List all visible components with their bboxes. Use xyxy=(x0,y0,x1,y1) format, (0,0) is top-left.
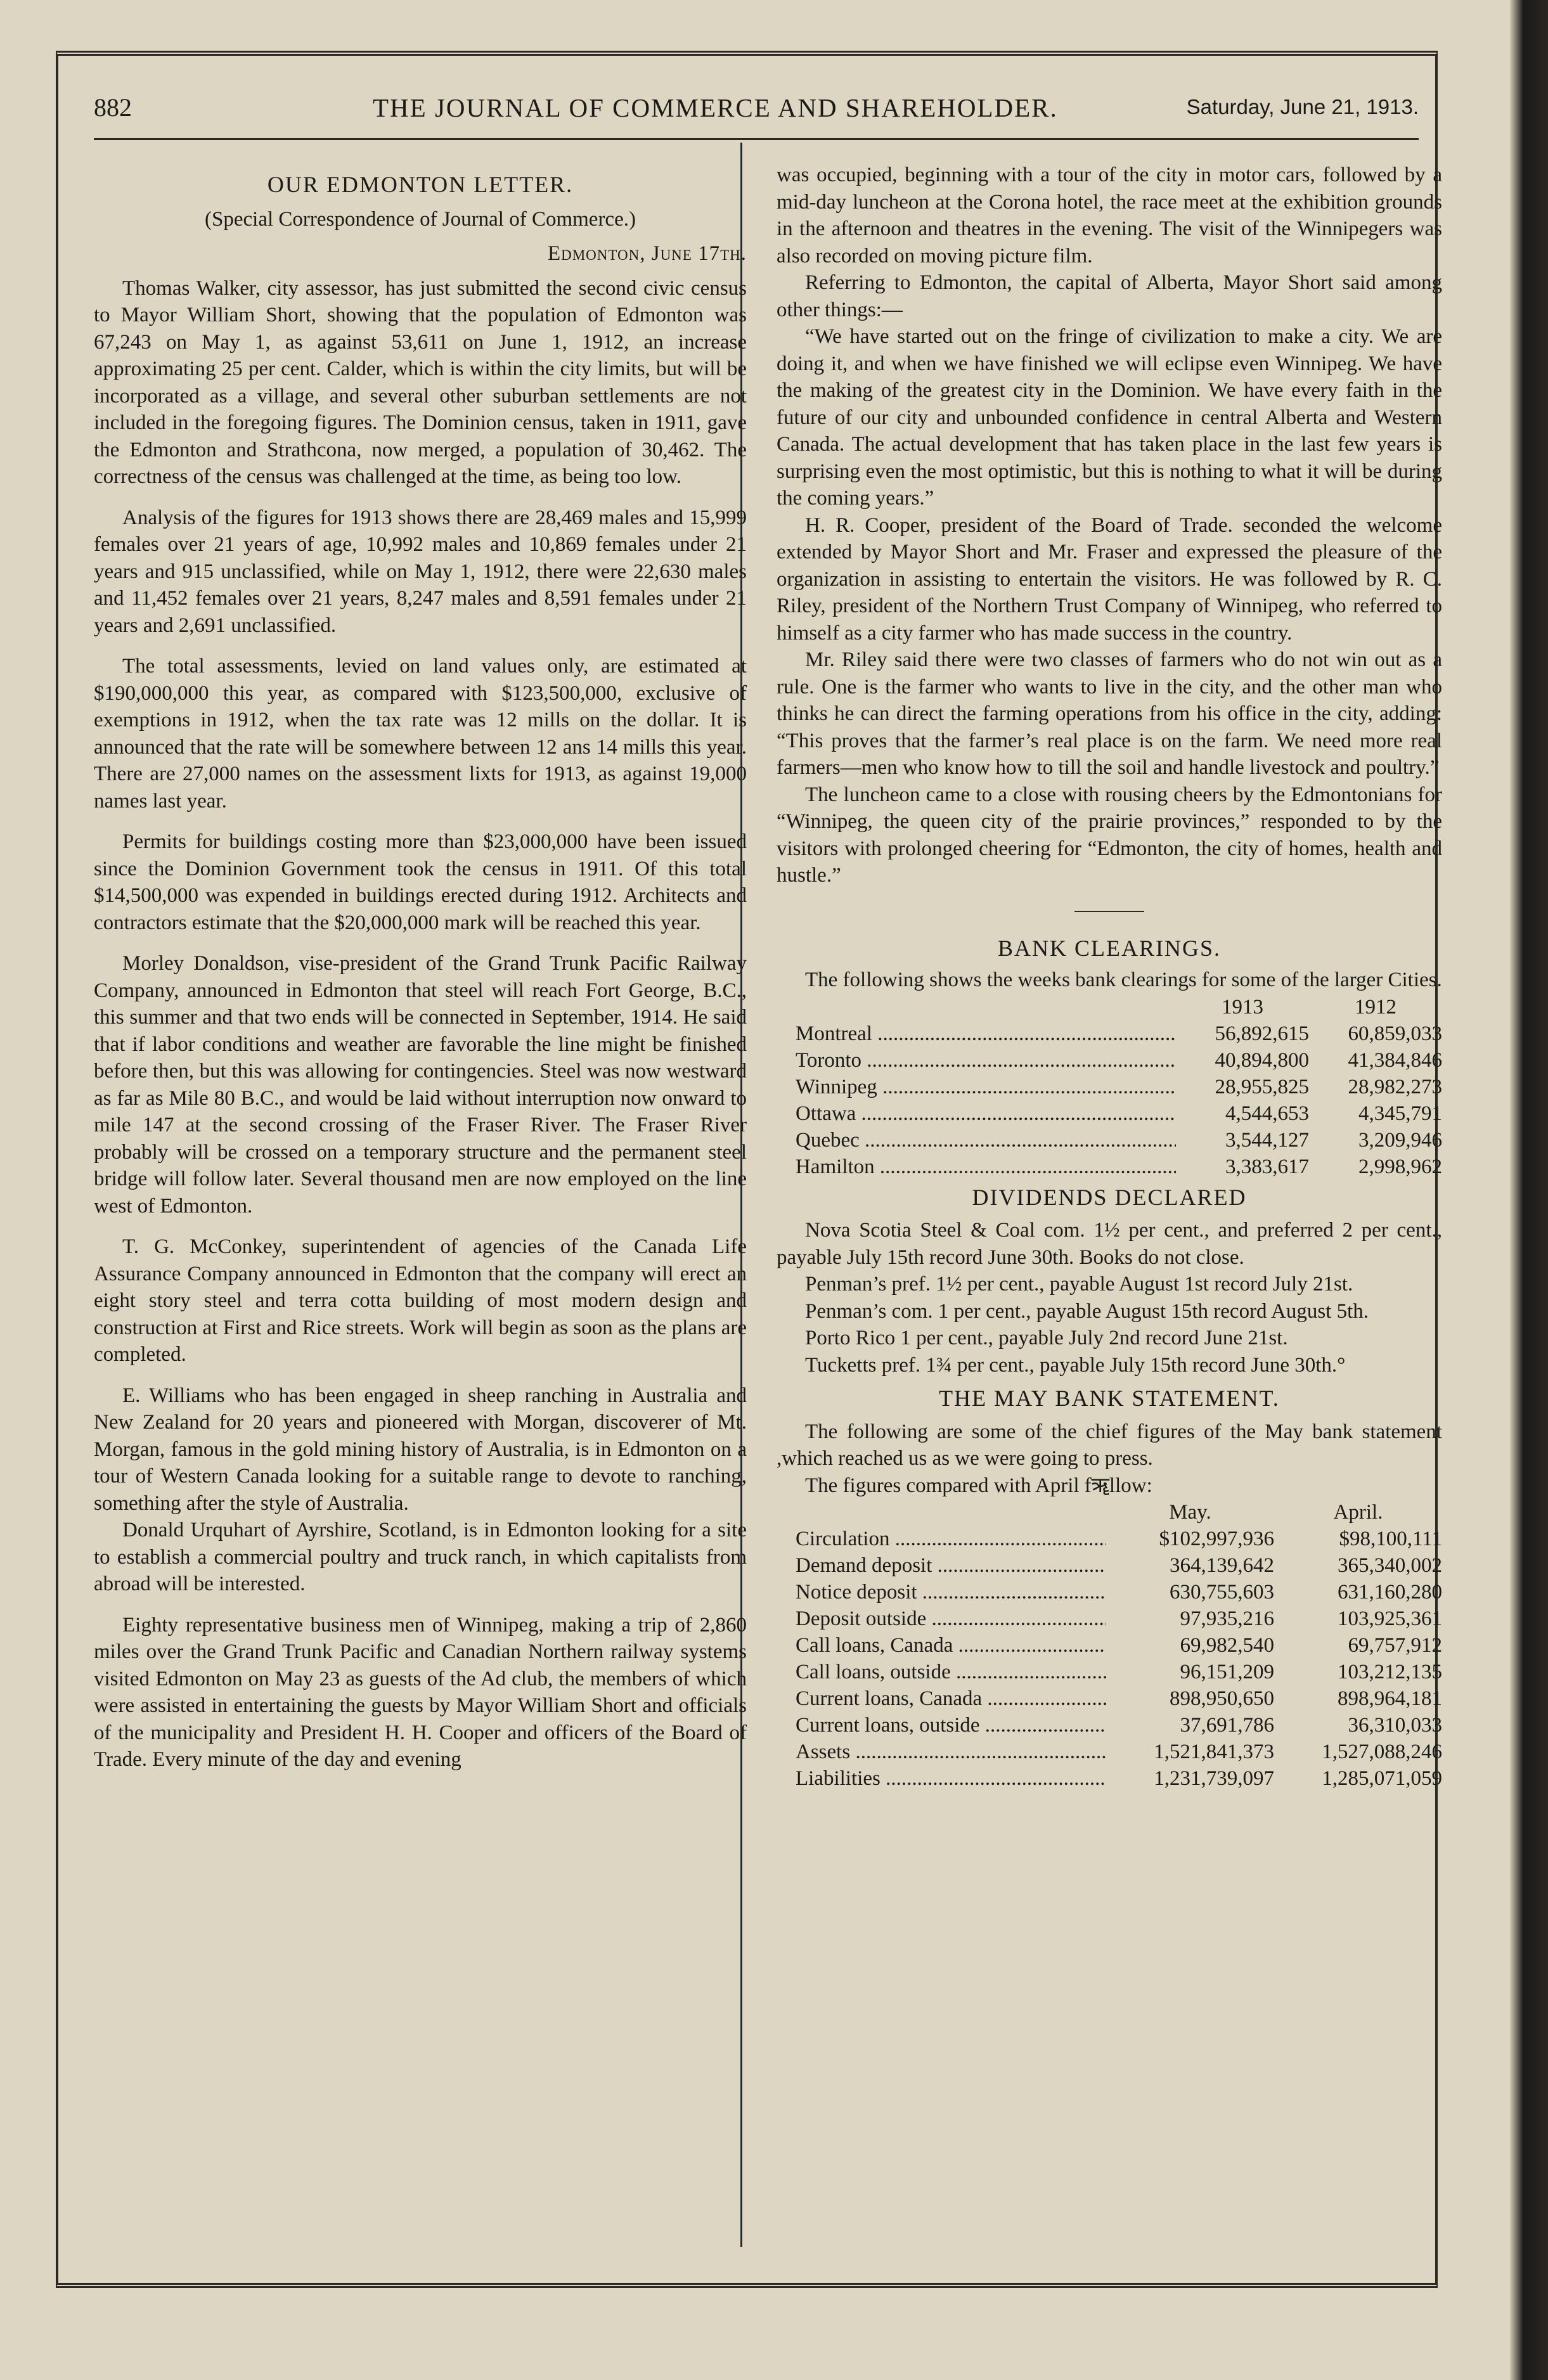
table-row xyxy=(796,1765,1442,1792)
april-value: 69,757,912 xyxy=(1348,1634,1442,1657)
left-column xyxy=(94,171,747,1773)
letter-paragraph: Analysis of the figures for 1913 shows there are 28,469 males and 15,999 females over 21 years of age, 10,992 males and 10,869 females under 21 years and 915 unclassified, while on May 1, 1912, there were 22,630 males and 11,452 females over 21 years, 8,247 males and 8,591 females under 21 years and 2,691 unclassified. xyxy=(94,506,747,637)
table-row xyxy=(796,1100,1442,1127)
item-name: Deposit outside ..... xyxy=(796,1605,1106,1632)
column-header: May. xyxy=(1169,1501,1211,1524)
table-row xyxy=(796,1154,1442,1180)
april-value: 898,964,181 xyxy=(1338,1687,1442,1710)
bank-clearings-intro: The following shows the weeks bank clearings for some of the larger Cities. xyxy=(805,968,1442,991)
letter-title: OUR EDMONTON LETTER. xyxy=(267,172,574,197)
issue-date: Saturday, June 21, 1913. xyxy=(1186,95,1419,119)
letter-continued-paragraph: The luncheon came to a close with rousing cheers by the Edmontonians for “Winnipeg, the queen city of the prairie provinces,” responded to by the visitors with prolonged cheering for “Edmonton, the city of homes, health and hustle.” xyxy=(777,783,1442,887)
may-statement-title: THE MAY BANK STATEMENT. xyxy=(939,1386,1280,1411)
item-name: Current loans, outside ..... xyxy=(796,1712,1106,1739)
letter-continued-paragraph: Referring to Edmonton, the capital of Alberta, Mayor Short said among other things:— xyxy=(777,271,1442,321)
letter-paragraph: Permits for buildings costing more than $23,000,000 have been issued since the Dominion Government took the census in 1911. Of this total $14,500,000 was expended in buildings erected during 1912. Architects and contractors estimate that the $20,000,000 mark will be reached this year. xyxy=(94,830,747,934)
table-row xyxy=(796,1605,1442,1632)
bank-clearings-title: BANK CLEARINGS. xyxy=(997,935,1221,961)
letter-quote: “We have started out on the fringe of civilization to make a city. We are doing it, and when we have finished we will eclipse even Winnipeg. We have the making of the greatest city in the Dominion. We have every faith in the future of our city and unbounded confidence in central Alberta and Western Canada. The actual development that has taken place in the last few years is surprising even the most optimistic, but this is nothing to what it will be during the coming years.” xyxy=(777,325,1442,510)
item-name: Demand deposit ..... xyxy=(796,1552,1106,1579)
april-value: 103,925,361 xyxy=(1338,1607,1442,1630)
item-name: Call loans, outside ..... xyxy=(796,1659,1106,1685)
page-edge-shadow xyxy=(1510,0,1548,2380)
item-name: Assets ..... xyxy=(796,1739,1106,1765)
april-value: 1,285,071,059 xyxy=(1322,1767,1442,1790)
may-value: 37,691,786 xyxy=(1180,1714,1274,1737)
may-value: 1,521,841,373 xyxy=(1154,1740,1274,1763)
may-statement-table xyxy=(796,1499,1442,1792)
page-number: 882 xyxy=(94,93,132,122)
letter-paragraph: Eighty representative business men of Winnipeg, making a trip of 2,860 miles over the Grand Trunk Pacific and Canadian Northern railway systems visited Edmonton on May 23 as guests of the Ad club, the members of which were assisted in entertaining the guests by Mayor William Short and officials of the municipality and President H. H. Cooper and officers of the Board of Trade. Every minute of the day and evening xyxy=(94,1613,747,1771)
letter-continued-paragraph: was occupied, beginning with a tour of the city in motor cars, followed by a mid-day luncheon at the Corona hotel, the race meet at the exhibition grounds in the afternoon and theatres in the evening. The visit of the Winnipegers was also recorded on moving picture film. xyxy=(777,164,1442,267)
city-name: Ottawa ..... xyxy=(796,1100,1176,1127)
table-row xyxy=(796,1047,1442,1074)
value-1912: 60,859,033 xyxy=(1348,1022,1442,1045)
item-name: Liabilities ..... xyxy=(796,1765,1106,1792)
table-header-row xyxy=(796,1499,1442,1526)
value-1912: 28,982,273 xyxy=(1348,1075,1442,1098)
value-1912: 41,384,846 xyxy=(1348,1048,1442,1072)
table-row xyxy=(796,1526,1442,1552)
table-row xyxy=(796,1739,1442,1765)
may-value: 97,935,216 xyxy=(1180,1607,1274,1630)
item-name: Current loans, Canada ..... xyxy=(796,1685,1106,1712)
value-1913: 3,544,127 xyxy=(1225,1128,1309,1152)
may-value: 364,139,642 xyxy=(1170,1554,1274,1577)
table-row xyxy=(796,1020,1442,1047)
april-value: 1,527,088,246 xyxy=(1322,1740,1442,1763)
letter-continued-paragraph: Mr. Riley said there were two classes of farmers who do not win out as a rule. One is the farmer who wants to live in the city, and the other man who thinks he can direct the farming operations from his office in the city, adding: “This proves that the farmer’s real place is on the farm. We need more real farmers—men who know how to till the soil and handle livestock and poultry.” xyxy=(777,648,1442,779)
table-row xyxy=(796,1659,1442,1685)
city-name: Toronto ..... xyxy=(796,1047,1176,1074)
city-name: Montreal ..... xyxy=(796,1020,1176,1047)
may-value: 630,755,603 xyxy=(1170,1581,1274,1604)
page-header xyxy=(94,81,1419,140)
value-1912: 3,209,946 xyxy=(1358,1128,1442,1152)
table-row xyxy=(796,1712,1442,1739)
city-name: Winnipeg ..... xyxy=(796,1074,1176,1100)
table-row xyxy=(796,1127,1442,1154)
section-rule xyxy=(1074,911,1144,912)
table-header-row xyxy=(796,994,1442,1020)
april-value: 631,160,280 xyxy=(1338,1581,1442,1604)
dividend-item: Penman’s pref. 1½ per cent., payable August 1st record July 21st. xyxy=(805,1273,1353,1296)
right-column xyxy=(777,162,1442,1792)
value-1913: 4,544,653 xyxy=(1225,1102,1309,1125)
may-statement-compare-line: The figures compared with April fॠllow: xyxy=(805,1474,1152,1497)
table-row xyxy=(796,1632,1442,1659)
may-value: 69,982,540 xyxy=(1180,1634,1274,1657)
dividend-item: Porto Rico 1 per cent., payable July 2nd record June 21st. xyxy=(805,1327,1288,1349)
letter-paragraph: Morley Donaldson, vise-president of the Grand Trunk Pacific Railway Company, announced in Edmonton that steel will reach Fort George, B.C., this summer and that two ends will be connected in September, 1914. He said that if labor conditions and weather are favorable the line might be finished before then, but this was allowing for contingencies. Steel was now westward as far as Mile 80 B.C., and would be laid without interruption now onward to mile 147 at the second crossing of the Fraser River. The Fraser River probably will be crossed on a temporary structure and the permanent steel bridge will follow later. Several thousand men are now employed on the line west of Edmonton. xyxy=(94,952,747,1218)
letter-paragraph: Donald Urquhart of Ayrshire, Scotland, is in Edmonton looking for a site to establish a commercial poultry and truck ranch, in which capitalists from abroad will be interested. xyxy=(94,1519,747,1595)
item-name: Call loans, Canada ..... xyxy=(796,1632,1106,1659)
letter-paragraph: T. G. McConkey, superintendent of agencies of the Canada Life Assurance Company announced in Edmonton that the company will erect an eight story steel and terra cotta building of most modern design and construction at First and Rice streets. Work will begin as soon as the plans are completed. xyxy=(94,1235,747,1366)
may-statement-intro: The following are some of the chief figures of the May bank statement ,which reached us as we were going to press. xyxy=(777,1420,1442,1470)
table-row xyxy=(796,1685,1442,1712)
bank-clearings-table xyxy=(796,994,1442,1180)
value-1913: 28,955,825 xyxy=(1215,1075,1309,1098)
value-1912: 4,345,791 xyxy=(1358,1102,1442,1125)
letter-paragraph: Thomas Walker, city assessor, has just submitted the second civic census to Mayor William Short, showing that the population of Edmonton was 67,243 on May 1, as against 53,611 on June 1, 1912, an increase approximating 25 per cent. Calder, which is within the city limits, but will be incorporated as a village, and several other suburban settlements are not included in the foregoing figures. The Dominion census, taken in 1911, gave the Edmonton and Strathcona, now merged, a population of 30,462. The correctness of the census was challenged at the time, as being too low. xyxy=(94,276,747,488)
value-1912: 2,998,962 xyxy=(1358,1155,1442,1178)
city-name: Hamilton ..... xyxy=(796,1154,1176,1180)
item-name: Notice deposit ..... xyxy=(796,1579,1106,1605)
column-header: 1913 xyxy=(1222,995,1263,1019)
april-value: 36,310,033 xyxy=(1348,1714,1442,1737)
table-row xyxy=(796,1552,1442,1579)
table-row xyxy=(796,1579,1442,1605)
letter-subtitle: (Special Correspondence of Journal of Commerce.) xyxy=(205,207,636,231)
item-name: Circulation ..... xyxy=(796,1526,1106,1552)
value-1913: 3,383,617 xyxy=(1225,1155,1309,1178)
letter-dateline: Edmonton, June 17th. xyxy=(547,242,747,265)
may-value: 898,950,650 xyxy=(1170,1687,1274,1710)
letter-paragraph: The total assessments, levied on land values only, are estimated at $190,000,000 this year, as compared with $123,500,000, exclusive of exemptions in 1912, when the tax rate was 12 mills on the dollar. It is announced that the rate will be somewhere between 12 ans 14 mills this year. There are 27,000 names on the assessment lixts for 1913, as against 19,000 names last year. xyxy=(94,655,747,813)
value-1913: 40,894,800 xyxy=(1215,1048,1309,1072)
letter-continued-paragraph: H. R. Cooper, president of the Board of Trade. seconded the welcome extended by Mayor Short and Mr. Fraser and expressed the pleasure of the organization in assisting to entertain the visitors. He was followed by R. C. Riley, president of the Northern Trust Company of Winnipeg, who referred to himself as a city farmer who has made success in the country. xyxy=(777,513,1442,645)
may-value: 96,151,209 xyxy=(1180,1661,1274,1683)
april-value: $98,100,111 xyxy=(1339,1528,1442,1550)
table-row xyxy=(796,1074,1442,1100)
city-name: Quebec ..... xyxy=(796,1127,1176,1154)
dividends-title: DIVIDENDS DECLARED xyxy=(972,1184,1247,1210)
may-value: $102,997,936 xyxy=(1159,1528,1274,1550)
column-header: 1912 xyxy=(1355,995,1396,1019)
dividend-item: Penman’s com. 1 per cent., payable August 15th record August 5th. xyxy=(805,1299,1369,1323)
dividend-item: Nova Scotia Steel & Coal com. 1½ per cent., and preferred 2 per cent., payable July 15th record June 30th. Books do not close. xyxy=(777,1219,1442,1269)
value-1913: 56,892,615 xyxy=(1215,1022,1309,1045)
april-value: 365,340,002 xyxy=(1338,1554,1442,1577)
letter-paragraph: E. Williams who has been engaged in sheep ranching in Australia and New Zealand for 20 years and pioneered with Morgan, discoverer of Mt. Morgan, famous in the gold mining history of Australia, is in Edmonton on a tour of Western Canada looking for a suitable range to devote to ranching, something after the style of Australia. xyxy=(94,1384,747,1515)
column-header: April. xyxy=(1333,1501,1383,1524)
may-value: 1,231,739,097 xyxy=(1154,1767,1274,1790)
april-value: 103,212,135 xyxy=(1338,1661,1442,1683)
dividend-item: Tucketts pref. 1¾ per cent., payable July 15th record June 30th.° xyxy=(805,1353,1346,1377)
journal-title: THE JOURNAL OF COMMERCE AND SHAREHOLDER. xyxy=(373,93,1058,122)
